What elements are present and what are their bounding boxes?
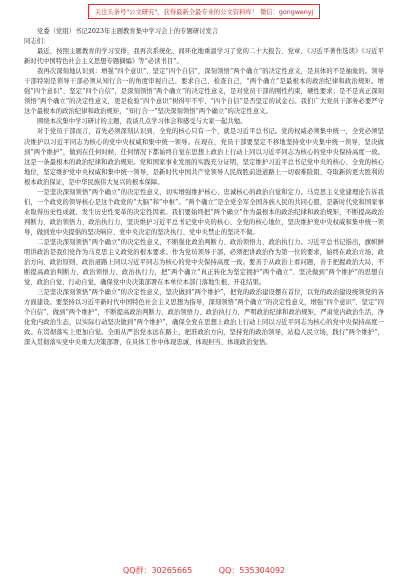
paragraph-2: 我再次深刻地认识到：增强“四个意识”、坚定“四个自信”，深刻领悟“两个确立”的决定性意义，是具体的不是抽象的。领导干部特别是领导干部必须从知行合一的角度审视自己、要求自己、检查自己，“两个确立”是最根本的政治纪律和政治规矩。增强“四个意识”、坚定“四个自信”，是深刻领悟“两个确立”的决定性意义，是对党员干部的刚性约束，硬性要求；是不是真正深刻领悟“两个确立”的决定性意义，更是检验“四个意识”树得牢不牢、“四个自信”是否坚定的试金石。我们广大党员干部务必要严守这个最根本的政治纪律和政治规矩，“知行合一”坚决深刻领悟“两个确立”的决定性意义。 [24,68,384,116]
paragraph-6: 二是坚决深刻领悟“两个确立”的决定性意义，不断强化政治判断力、政治领悟力、政治执行力。习近平总书记指出，旗帜鲜明讲政治是我们党作为马克思主义政党的根本要求。作为党员领导干部，必须把讲政治作为第一位的要求，始终在政治立场、政治方向、政治原则、政治道路上同以习近平同志为核心的党中央保持高度一致。要善于从政治上看问题，善于把握政治大局，不断提高政治判断力、政治领悟力、政治执行力，把“两个确立”真正转化为坚定拥护“两个确立”、坚决做到“两个维护”的思想自觉、政治自觉、行动自觉，确保党中央决策部署在本单位本部门落地生根、开花结果。 [24,238,384,287]
document-body [24,27,384,349]
banner-text: 关注头条号"公文研究"，获得最新全最专业的公文资料库！ 微信：gongwenyj [88,4,320,19]
paragraph-5: 一是坚决深刻领悟“两个确立”的决定性意义，切实增强维护核心、忠诚核心的政治自觉和定力。马克思主义党建理论告诉我们，一个政党的领导核心是这个政党的“大脑”和“中枢”。“两个确立”是全党全军全国各族人民的共同心愿，是新时代党和国家事业取得历史性成就、发生历史性变革的决定性因素。我们要始终把“两个确立”作为最根本的政治纪律和政治规矩，不断提高政治判断力、政治领悟力、政治执行力，坚决维护习近平总书记党中央的核心、全党的核心地位，坚决维护党中央权威和集中统一领导，做到党中央提倡的坚决响应、党中央决定的坚决执行、党中央禁止的坚决不做。 [24,188,384,236]
document-title: 党委（党组）书记2023年主题教育集中学习会上的专题研讨发言 [37,28,219,35]
paragraph-3: 围绕本次集中学习研讨的主题，我谈几点学习体会和感受与大家一起共勉。 [37,118,247,126]
paragraph-7: 三是坚决深刻领悟“两个确立”的决定性意义，坚决做到“两个维护”，把党的政治建设摆在首位，以党的政治建设统领党的各方面建设。要坚持以习近平新时代中国特色社会主义思想为指导，深刻领悟“两个确立”的决定性意义，增强“四个意识”、坚定“四个自信”、做到“两个维护”，不断提高政治判断力、政治领悟力、政治执行力，严明政治纪律和政治规矩，严肃党内政治生活，净化党内政治生态，以实际行动坚决做到“两个维护”，确保全党在思想上政治上行动上同以习近平同志为核心的党中央保持高度一致。在贯彻落实上更加自觉。全面从严治党永远在路上，把准政治方向，坚持党的政治领导，站稳人民立场，践行“两个维护”，深入贯彻落实党中央重大决策部署，在具体工作中体现忠诚、体现担当、体现政治觉悟。 [24,289,384,347]
salutation: 同志们： [24,38,50,46]
footer-contact [0,565,408,576]
qq-group-label: QQ群：30265665 [122,566,193,575]
paragraph-4: 对于党员干部而言，首先必须深刻认识到，全党的核心只有一个，就是习近平总书记。党的权威必须集中统一，全党必须坚决维护以习近平同志为核心的党中央权威和集中统一领导。在现在，党员干部要坚定不移地坚持党中央集中统一领导，坚决做到“两个维护”，做到在任何时候、任何情况下都始终自觉在思想上政治上行动上同以习近平同志为核心的党中央保持高度一致。这是一条最根本的政治纪律和政治规矩。党和国家事业发展的实践充分证明，坚定维护习近平总书记党中央的核心、全党的核心地位，坚定维护党中央权威和集中统一领导，是新时代中国共产党领导人民战胜前进道路上一切艰难险阻、夺取新的更大胜利的根本政治保证，是中华民族伟大复兴的根本保障。 [24,128,384,186]
paragraph-1: 最近，按照主题教育的学习安排，我再次系统化、间环化地重温学习了党的二十大报告、党章、《习近平著作选读》《习近平新时代中国特色社会主义思想专题摘编》等“必读书目”。 [24,48,384,66]
qq-label: QQ：535304092 [218,566,286,575]
header-banner [0,0,408,22]
